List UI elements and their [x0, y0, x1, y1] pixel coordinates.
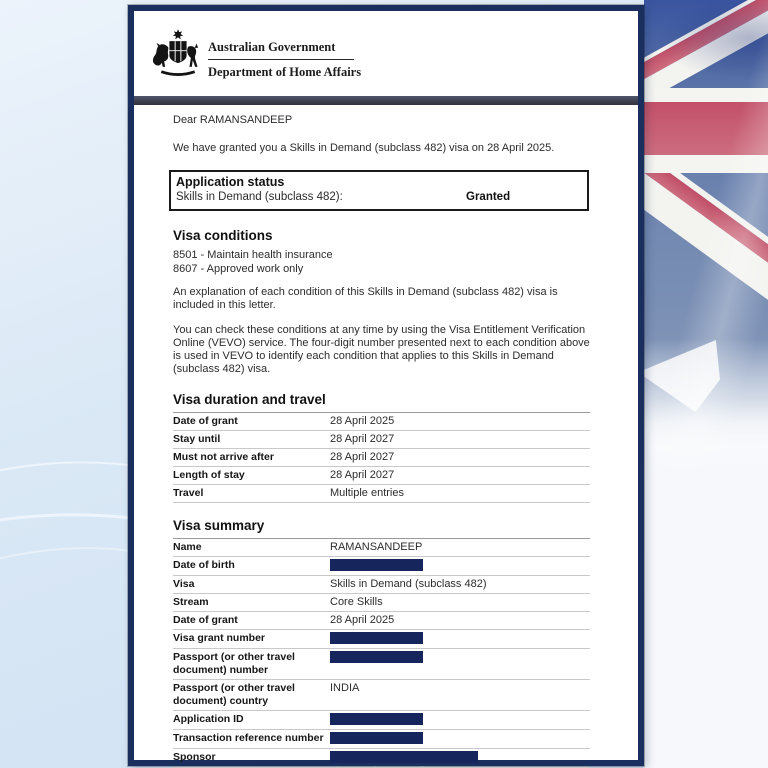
row-value: 28 April 2025 [330, 415, 395, 427]
government-name: Australian Government [208, 40, 336, 54]
table-row [173, 485, 590, 503]
row-value: RAMANSANDEEP [330, 541, 423, 553]
table-row [173, 431, 590, 449]
letter-body [173, 114, 597, 768]
table-row [173, 594, 590, 612]
vevo-note: You can check these conditions at any time by using the Visa Entitlement Verification Online (VEVO) service. The four-digit number presented next to each condition above is used in VEVO to identify each condition that applies to this Skills in Demand (subclass 482) visa. [173, 324, 590, 375]
table-row [173, 467, 590, 485]
table-row [173, 730, 590, 749]
row-value: Core Skills [330, 596, 383, 608]
table-row [173, 680, 590, 711]
row-value [330, 732, 590, 746]
visa-duration-table [173, 412, 590, 503]
conditions-explanation: An explanation of each condition of this Skills in Demand (subclass 482) visa is included in this letter. [173, 286, 558, 311]
row-label: Stay until [173, 433, 221, 445]
row-value: 28 April 2027 [330, 451, 395, 463]
row-label: Date of birth [173, 559, 235, 571]
greeting: Dear RAMANSANDEEP [173, 114, 293, 126]
application-status-row [176, 190, 582, 205]
visa-duration-title: Visa duration and travel [173, 392, 326, 407]
condition-item: 8607 - Approved work only [173, 263, 304, 275]
intro-paragraph: We have granted you a Skills in Demand (subclass 482) visa on 28 April 2025. [173, 142, 555, 154]
visa-conditions-title: Visa conditions [173, 228, 273, 243]
row-label: Passport (or other travel document) number [173, 651, 295, 676]
redacted-value-bar [330, 632, 423, 644]
table-row [173, 711, 590, 730]
row-value: 28 April 2027 [330, 433, 395, 445]
row-value [330, 632, 590, 646]
table-row [173, 630, 590, 649]
row-label: Travel [173, 487, 204, 499]
row-label: Must not arrive after [173, 451, 274, 463]
row-label: Date of grant [173, 415, 238, 427]
row-label: Length of stay [173, 469, 245, 481]
header-separator-bar [134, 96, 638, 105]
application-status-box [169, 170, 589, 211]
visa-conditions-list [173, 248, 597, 276]
redacted-value-bar [330, 713, 423, 725]
condition-item: 8501 - Maintain health insurance [173, 249, 333, 261]
table-row [173, 749, 590, 768]
letterhead-divider [208, 59, 354, 60]
table-row [173, 413, 590, 431]
coat-of-arms-icon [147, 27, 209, 83]
visa-grant-letter [128, 5, 644, 766]
row-value: INDIA [330, 682, 360, 694]
row-value: 28 April 2027 [330, 469, 395, 481]
table-row [173, 449, 590, 467]
row-label: Transaction reference number [173, 732, 324, 744]
row-label: Application ID [173, 713, 244, 725]
row-value [330, 651, 590, 665]
australian-flag-image [644, 0, 768, 768]
row-label: Date of grant [173, 614, 238, 626]
row-label: Visa grant number [173, 632, 265, 644]
row-value: Skills in Demand (subclass 482) [330, 578, 487, 590]
redacted-value-bar [330, 651, 423, 663]
table-row [173, 576, 590, 594]
application-status-label: Skills in Demand (subclass 482): [176, 191, 343, 203]
visa-summary-title: Visa summary [173, 518, 265, 533]
redacted-value-bar [330, 751, 478, 763]
table-row [173, 649, 590, 680]
row-label: Sponsor [173, 751, 216, 763]
row-value: Multiple entries [330, 487, 404, 499]
redacted-value-bar [330, 732, 423, 744]
redacted-value-bar [330, 559, 423, 571]
flag-fade-overlay [644, 0, 768, 768]
letterhead [208, 40, 361, 80]
visa-summary-table [173, 538, 590, 768]
table-row [173, 557, 590, 576]
row-label: Visa [173, 578, 195, 590]
row-label: Stream [173, 596, 209, 608]
row-value [330, 751, 590, 765]
application-status-title: Application status [176, 175, 285, 189]
table-row [173, 612, 590, 630]
row-value [330, 559, 590, 573]
row-label: Passport (or other travel document) country [173, 682, 295, 707]
application-status-value: Granted [466, 191, 511, 203]
row-value [330, 713, 590, 727]
table-row [173, 539, 590, 557]
department-name: Department of Home Affairs [208, 65, 362, 79]
row-value: 28 April 2025 [330, 614, 395, 626]
row-label: Name [173, 541, 202, 553]
